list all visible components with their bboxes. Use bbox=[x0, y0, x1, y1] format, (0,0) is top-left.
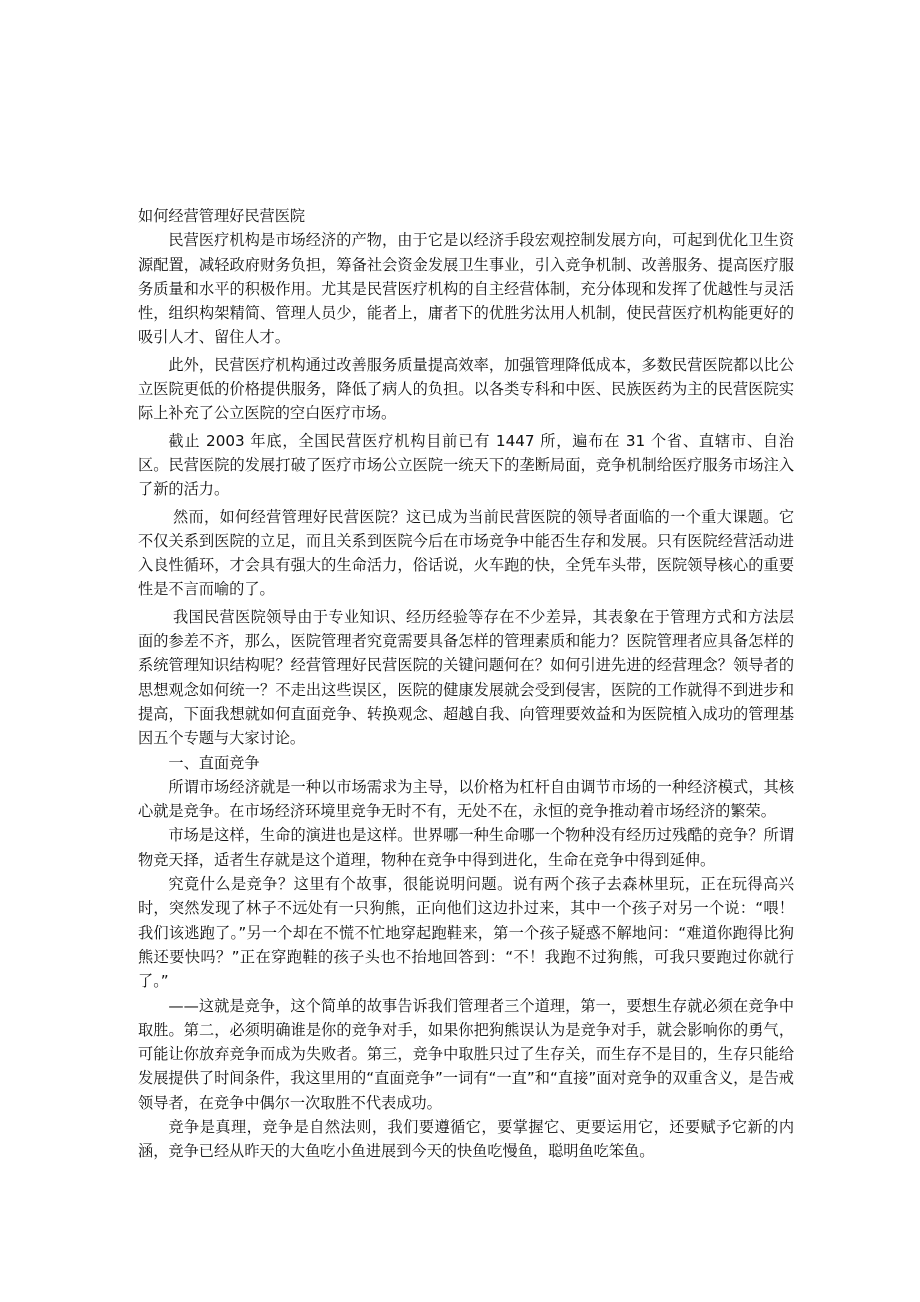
paragraph-cost: 此外，民营医疗机构通过改善服务质量提高效率，加强管理降低成本，多数民营医院都以比公立医院更低的价格提供服务，降低了病人的负担。以各类专科和中医、民族医药为主的民营医院实际上补充了公立医院的空白医疗市场。 bbox=[138, 355, 794, 423]
paragraph-leadership: 我国民营医院领导由于专业知识、经历经验等存在不少差异，其表象在于管理方式和方法层面的参差不齐，那么，医院管理者究竟需要具备怎样的管理素质和能力？医院管理者应具备怎样的系统管理知识结构呢？经营管理好民营医院的关键问题何在？如何引进先进的经营理念？领导者的思想观念如何统一？不走出这些误区，医院的健康发展就会受到侵害，医院的工作就得不到进步和提高，下面我想就如何直面竞争、转换观念、超越自我、向管理要效益和为医院植入成功的管理基因五个专题与大家讨论。 bbox=[138, 607, 794, 748]
paragraph-evolution: 市场是这样，生命的演进也是这样。世界哪一种生命哪一个物种没有经历过残酷的竞争？所谓物竞天择，适者生存就是这个道理，物种在竞争中得到进化，生命在竞争中得到延伸。 bbox=[138, 826, 794, 869]
paragraph-conclusion: 竞争是真理，竞争是自然法则，我们要遵循它，要掌握它、更要运用它，还要赋予它新的内涵，竞争已经从昨天的大鱼吃小鱼进展到今天的快鱼吃慢鱼，聪明鱼吃笨鱼。 bbox=[138, 1117, 794, 1161]
document-title: 如何经营管理好民营医院 bbox=[138, 207, 306, 225]
paragraph-story: 究竟什么是竞争？这里有个故事，很能说明问题。说有两个孩子去森林里玩，正在玩得高兴时，突然发现了林子不远处有一只狗熊，正向他们这边扑过来，其中一个孩子对另一个说：“喂！我们该逃跑了。”另一个却在不慌不忙地穿起跑鞋来，第一个孩子疑惑不解地问：“难道你跑得比狗熊还要快吗？”正在穿跑鞋的孩子头也不抬地回答到：“不！我跑不过狗熊，可我只要跑过你就行了。” bbox=[138, 875, 794, 991]
paragraph-intro: 民营医疗机构是市场经济的产物，由于它是以经济手段宏观控制发展方向，可起到优化卫生资源配置，减轻政府财务负担，筹备社会资金发展卫生事业，引入竞争机制、改善服务、提高医疗服务质量和水平的积极作用。尤其是民营医疗机构的自主经营体制，充分体现和发挥了优越性与灵活性，组织构架精简、管理人员少，能者上，庸者下的优胜劣汰用人机制，使民营医疗机构能更好的吸引人才、留住人才。 bbox=[138, 231, 794, 347]
document-page bbox=[138, 204, 794, 1164]
paragraph-lessons: ——这就是竞争，这个简单的故事告诉我们管理者三个道理，第一，要想生存就必须在竞争中取胜。第二，必须明确谁是你的竞争对手，如果你把狗熊误认为是竞争对手，就会影响你的勇气，可能让你放弃竞争而成为失败者。第三，竞争中取胜只过了生存关，而生存不是目的，生存只能给发展提供了时间条件，我这里用的“直面竞争”一词有“一直”和“直接”面对竞争的双重含义，是告戒领导者，在竞争中偶尔一次取胜不代表成功。 bbox=[138, 996, 794, 1112]
paragraph-statistics: 截止 2003 年底，全国民营医疗机构目前已有 1447 所，遍布在 31 个省、直辖市、自治区。民营医院的发展打破了医疗市场公立医院一统天下的垄断局面，竞争机制给医疗服务市场注入了新的活力。 bbox=[138, 431, 794, 499]
paragraph-market-economy: 所谓市场经济就是一种以市场需求为主导，以价格为杠杆自由调节市场的一种经济模式，其核心就是竞争。在市场经济环境里竞争无时不有，无处不在，永恒的竞争推动着市场经济的繁荣。 bbox=[138, 777, 794, 821]
section-heading-competition: 一、直面竞争 bbox=[168, 753, 260, 772]
paragraph-question: 然而，如何经营管理好民营医院？这已成为当前民营医院的领导者面临的一个重大课题。它不仅关系到医院的立足，而且关系到医院今后在市场竞争中能否生存和发展。只有医院经营活动进入良性循环，才会具有强大的生命活力，俗话说，火车跑的快，全凭车头带，医院领导核心的重要性是不言而喻的了。 bbox=[138, 507, 794, 599]
